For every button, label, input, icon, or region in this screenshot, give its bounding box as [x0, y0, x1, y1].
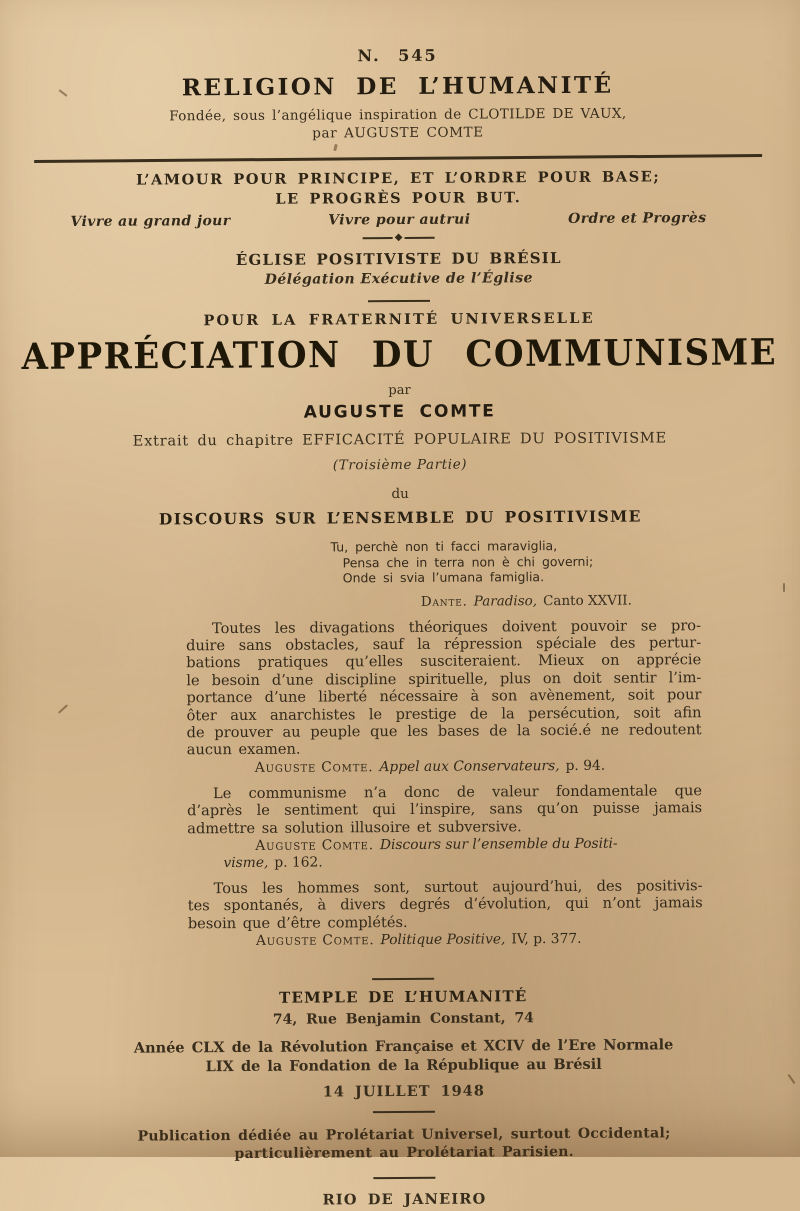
horizontal-rule — [34, 154, 762, 163]
main-title: APPRÉCIATION DU COMMUNISME — [21, 331, 778, 379]
quote-line: bations pratiques qu’elles susciteraient. Mieux on apprécie — [186, 651, 702, 672]
epigraph-attr-author: Dante. — [420, 593, 468, 610]
attr-page: p. 162. — [274, 854, 323, 871]
masthead-title: RELIGION DE L’HUMANITÉ — [181, 71, 614, 102]
quote-block-3 — [188, 877, 703, 932]
author-name: AUGUSTE COMTE — [303, 401, 496, 423]
short-rule — [372, 978, 434, 980]
diamond-divider — [0, 231, 799, 246]
epigraph-attr-work: Paradiso, — [473, 592, 538, 610]
attr-author: Auguste Comte. — [255, 932, 375, 950]
quote-line: d’après le sentiment qui l’inspire, sans qu’on puisse jamais — [187, 799, 703, 820]
motto-right: Ordre et Progrès — [568, 210, 707, 227]
quote-attribution-3 — [188, 930, 703, 949]
quote-line: ôter aux anarchistes le prestige de la persécution, soit afin — [186, 703, 702, 724]
epigraph-line: Onde si svia l’umana famiglia. — [342, 569, 545, 586]
quote-block-2 — [187, 782, 702, 837]
issue-number: N. 545 — [357, 45, 438, 66]
divider-bar — [363, 237, 393, 239]
quote-attribution-1 — [187, 757, 702, 776]
founded-byline: par AUGUSTE COMTE — [312, 124, 484, 142]
attr-work-cont: visme, — [223, 854, 269, 872]
quote-line: Tous les hommes sont, surtout aujourd’hui, des positivis- — [213, 877, 703, 898]
epigraph-attribution — [421, 591, 800, 609]
attr-page: p. 94. — [565, 757, 606, 774]
publication-line-2: particulièrement au Prolétariat Parisien. — [234, 1144, 574, 1163]
quote-line: admettre sa solution illusoire et subversive. — [187, 817, 522, 837]
quote-line: le besoin d’une discipline spirituelle, plus on doit sentir l’im- — [186, 668, 702, 690]
short-rule — [373, 1177, 435, 1179]
attr-author: Auguste Comte. — [254, 758, 374, 776]
extract-line: Extrait du chapitre EFFICACITÉ POPULAIRE DU POSITIVISME — [132, 430, 667, 450]
motto-line-2: LE PROGRÈS POUR BUT. — [275, 189, 522, 208]
motto-center: Vivre pour autrui — [328, 211, 471, 229]
attr-author: Auguste Comte. — [255, 837, 374, 854]
city-line: RIO DE JANEIRO — [322, 1190, 487, 1209]
date-line: 14 JUILLET 1948 — [322, 1082, 485, 1101]
attr-work: Appel aux Conservateurs, — [379, 757, 560, 775]
epigraph-line: Tu, perchè non ti facci maraviglia, — [330, 538, 558, 555]
diamond-icon: ◆ — [394, 231, 403, 244]
quote-line: besoin que d’être complétés. — [187, 913, 408, 933]
church-subtitle: Délégation Exécutive de l’Église — [264, 270, 534, 288]
church-name: ÉGLISE POSITIVISTE DU BRÉSIL — [235, 249, 562, 269]
quote-attribution-2-cont — [187, 852, 702, 871]
short-rule — [368, 300, 430, 302]
quote-line: Le communisme n’a donc de valeur fondamentale que — [212, 781, 703, 802]
motto-row — [0, 210, 799, 231]
part-line: (Troisième Partie) — [332, 456, 468, 474]
temple-title: TEMPLE DE L’HUMANITÉ — [279, 987, 528, 1007]
founded-line: Fondée, sous l’angélique inspiration de CLOTILDE DE VAUX, — [169, 105, 627, 125]
year-line-1: Année CLX de la Révolution Française et XCIV de l’Ere Normale — [133, 1036, 674, 1057]
dedication-line: POUR LA FRATERNITÉ UNIVERSELLE — [203, 309, 595, 330]
quote-line: aucun examen. — [186, 740, 301, 759]
byline-par: par — [388, 382, 411, 399]
epigraph-line: Pensa che in terra non è chi governi; — [342, 553, 594, 570]
quote-line: duire sans obstacles, sauf la répression spéciale des pertur- — [186, 634, 702, 655]
attr-work: Discours sur l’ensemble du Positi- — [379, 835, 618, 854]
quote-line: Toutes les divagations théoriques doivent pouvoir se pro- — [211, 616, 702, 637]
quote-line: de prouver au peuple que les bases de la socié.é ne redoutent — [186, 721, 702, 742]
attr-work: Politique Positive, — [380, 931, 506, 949]
quote-block-1 — [186, 617, 702, 759]
motto-left: Vivre au grand jour — [70, 213, 231, 231]
divider-bar — [404, 237, 434, 239]
temple-address: 74, Rue Benjamin Constant, 74 — [272, 1010, 534, 1028]
source-title: DISCOURS SUR L’ENSEMBLE DU POSITIVISME — [158, 506, 642, 529]
quote-line: portance d’une liberté nécessaire à son avènement, soit pour — [186, 686, 702, 707]
year-line-2: LIX de la Fondation de la République au Brésil — [205, 1055, 602, 1076]
motto-line-1: L’AMOUR POUR PRINCIPE, ET L’ORDRE POUR BASE; — [136, 168, 661, 189]
quote-attribution-2 — [187, 835, 702, 854]
publication-line-1: Publication dédiée au Prolétariat Universel, surtout Occidental; — [137, 1125, 671, 1145]
epigraph — [330, 537, 800, 586]
quote-line: tes spontanés, à divers degrés d’évolution, qui n’ont jamais — [187, 894, 703, 915]
attr-page: IV, p. 377. — [511, 931, 582, 948]
epigraph-attr-rest: Canto XXVII. — [543, 592, 632, 609]
du-line: du — [391, 485, 409, 503]
short-rule — [373, 1111, 435, 1113]
